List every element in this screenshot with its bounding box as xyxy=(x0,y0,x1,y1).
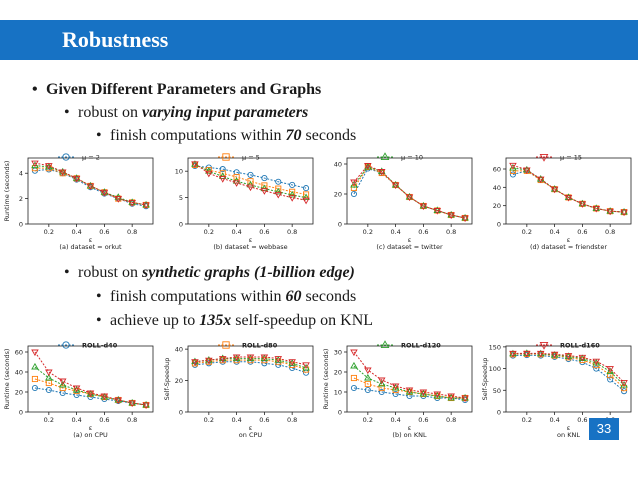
y-tick-label: 150 xyxy=(488,343,501,352)
bullet-sub-1 xyxy=(64,104,308,122)
chart-runtime-knl xyxy=(319,342,479,442)
legend-marker-icon xyxy=(381,153,388,159)
bullet-text: seconds xyxy=(301,288,357,305)
bullet-sub-4 xyxy=(96,288,356,306)
x-axis-label: ε xyxy=(248,424,253,432)
x-tick-label: 0.8 xyxy=(445,416,457,424)
legend-label: μ = 10 xyxy=(401,153,423,162)
x-tick-label: 0.2 xyxy=(43,228,55,236)
y-tick-label: 100 xyxy=(488,365,501,374)
legend-label: ROLL-d40 xyxy=(82,341,118,350)
bullet-emphasis: 60 xyxy=(285,288,302,305)
chart-caption: (c) dataset = twitter xyxy=(376,243,443,251)
series-line xyxy=(354,167,465,218)
chart-caption: (b) on KNL xyxy=(392,431,427,439)
chart-twitter xyxy=(319,154,479,254)
chart-friendster xyxy=(478,154,638,254)
x-tick-label: 0.6 xyxy=(259,228,270,236)
y-tick-label: 40 xyxy=(174,345,183,354)
legend-label: ROLL-d80 xyxy=(242,341,278,350)
chart-caption: (b) dataset = webbase xyxy=(213,243,288,251)
x-tick-label: 0.2 xyxy=(203,228,215,236)
y-axis-label: Runtime (seconds) xyxy=(3,160,11,222)
y-tick-label: 0 xyxy=(178,220,183,229)
bullet-sub-3 xyxy=(64,264,355,282)
legend-marker-icon xyxy=(540,342,547,348)
x-tick-label: 0.4 xyxy=(71,416,82,424)
bullet-emphasis: varying input parameters xyxy=(142,104,309,121)
bullet-emphasis: synthetic graphs (1-billion edge) xyxy=(142,264,355,281)
chart-webbase xyxy=(160,154,320,254)
chart-caption: on CPU xyxy=(238,431,263,439)
y-tick-label: 60 xyxy=(492,165,501,174)
x-tick-label: 0.2 xyxy=(521,416,533,424)
legend-marker-icon xyxy=(381,341,388,347)
legend-label: μ = 15 xyxy=(560,153,582,162)
series-line xyxy=(513,171,624,212)
x-tick-label: 0.6 xyxy=(418,416,429,424)
data-point xyxy=(351,363,357,368)
y-tick-label: 2 xyxy=(18,195,23,204)
y-tick-label: 0 xyxy=(18,408,23,417)
y-axis-label: Self-Speedup xyxy=(481,357,489,401)
bullet-emphasis: 70 xyxy=(285,127,302,144)
series-line xyxy=(513,171,624,212)
y-tick-label: 40 xyxy=(492,183,501,192)
y-tick-label: 20 xyxy=(333,190,342,199)
y-tick-label: 30 xyxy=(333,348,342,357)
x-tick-label: 0.4 xyxy=(549,228,560,236)
x-axis-label: ε xyxy=(407,236,412,244)
legend-label: μ = 2 xyxy=(82,153,100,162)
chart-caption: on KNL xyxy=(557,431,580,439)
chart-caption: (a) dataset = orkut xyxy=(59,243,122,251)
x-tick-label: 0.6 xyxy=(99,416,110,424)
data-point xyxy=(303,198,309,203)
y-axis-label: Self-Speedup xyxy=(163,357,171,401)
y-axis-label: Runtime (seconds) xyxy=(3,348,11,410)
y-tick-label: 20 xyxy=(174,377,183,386)
bullet-dot-icon: • xyxy=(64,104,70,121)
legend-label: ROLL-d120 xyxy=(401,341,441,350)
y-tick-label: 0 xyxy=(178,408,183,417)
x-tick-label: 0.2 xyxy=(521,228,533,236)
y-tick-label: 5 xyxy=(178,194,183,203)
y-tick-label: 4 xyxy=(18,169,23,178)
y-tick-label: 50 xyxy=(492,386,501,395)
x-axis-label: ε xyxy=(88,236,93,244)
x-axis-label: ε xyxy=(407,424,412,432)
chart-caption: (a) on CPU xyxy=(73,431,108,439)
y-axis-label: Runtime (seconds) xyxy=(322,348,330,410)
bullet-text: self-speedup on KNL xyxy=(231,312,374,329)
bullet-text: finish computations within xyxy=(110,288,286,305)
series-line xyxy=(35,166,146,205)
x-tick-label: 0.8 xyxy=(126,228,138,236)
bullet-sub-5 xyxy=(96,312,373,330)
y-tick-label: 0 xyxy=(337,408,342,417)
x-tick-label: 0.4 xyxy=(71,228,82,236)
y-tick-label: 10 xyxy=(333,388,342,397)
x-tick-label: 0.8 xyxy=(126,416,138,424)
bullet-dot-icon: • xyxy=(96,288,102,305)
bullet-sub-2 xyxy=(96,127,356,145)
series-line xyxy=(513,165,624,212)
bullet-main-1 xyxy=(32,81,321,99)
y-tick-label: 20 xyxy=(14,388,23,397)
x-tick-label: 0.6 xyxy=(259,416,270,424)
data-point xyxy=(32,364,38,369)
y-tick-label: 0 xyxy=(337,220,342,229)
bullet-emphasis: 135x xyxy=(199,312,232,329)
bullet-text: seconds xyxy=(301,127,357,144)
series-line xyxy=(513,168,624,212)
x-tick-label: 0.4 xyxy=(390,416,401,424)
data-point xyxy=(365,368,371,373)
bullet-text: Given Different Parameters and Graphs xyxy=(46,81,322,98)
x-tick-label: 0.4 xyxy=(231,228,242,236)
y-tick-label: 20 xyxy=(333,368,342,377)
bullet-dot-icon: • xyxy=(64,264,70,281)
x-tick-label: 0.8 xyxy=(445,228,457,236)
x-tick-label: 0.2 xyxy=(362,416,374,424)
x-axis-label: ε xyxy=(248,236,253,244)
y-tick-label: 10 xyxy=(174,167,183,176)
x-tick-label: 0.8 xyxy=(286,416,298,424)
slide-header xyxy=(0,20,638,60)
x-axis-label: ε xyxy=(566,424,571,432)
bullet-dot-icon: • xyxy=(96,312,102,329)
x-tick-label: 0.6 xyxy=(577,416,588,424)
data-point xyxy=(46,370,52,375)
chart-caption: (d) dataset = friendster xyxy=(529,243,608,251)
x-tick-label: 0.8 xyxy=(604,228,616,236)
slide-title: Robustness xyxy=(62,27,169,52)
y-tick-label: 0 xyxy=(18,220,23,229)
legend-label: μ = 5 xyxy=(242,153,260,162)
page-number-badge: 33 xyxy=(589,418,619,440)
x-tick-label: 0.8 xyxy=(286,228,298,236)
x-tick-label: 0.2 xyxy=(43,416,55,424)
bullet-text: robust on xyxy=(78,104,142,121)
bullet-dot-icon: • xyxy=(96,127,102,144)
y-tick-label: 40 xyxy=(14,368,23,377)
y-tick-label: 40 xyxy=(333,160,342,169)
x-tick-label: 0.2 xyxy=(362,228,374,236)
data-point xyxy=(220,177,226,182)
x-tick-label: 0.6 xyxy=(577,228,588,236)
x-tick-label: 0.6 xyxy=(418,228,429,236)
bullet-text: finish computations within xyxy=(110,127,286,144)
legend-label: ROLL-d160 xyxy=(560,341,600,350)
chart-orkut xyxy=(0,154,160,254)
x-tick-label: 0.2 xyxy=(203,416,215,424)
y-tick-label: 0 xyxy=(496,408,501,417)
y-tick-label: 20 xyxy=(492,202,501,211)
series-line xyxy=(354,167,465,218)
chart-runtime-cpu xyxy=(0,342,160,442)
data-point xyxy=(248,185,254,190)
x-tick-label: 0.4 xyxy=(549,416,560,424)
y-tick-label: 60 xyxy=(14,348,23,357)
series-line xyxy=(354,166,465,219)
bullet-dot-icon: • xyxy=(32,81,38,98)
y-tick-label: 0 xyxy=(496,220,501,229)
x-tick-label: 0.6 xyxy=(99,228,110,236)
chart-speedup-cpu xyxy=(160,342,320,442)
x-axis-label: ε xyxy=(88,424,93,432)
x-tick-label: 0.4 xyxy=(390,228,401,236)
bullet-text: robust on xyxy=(78,264,142,281)
x-axis-label: ε xyxy=(566,236,571,244)
x-tick-label: 0.4 xyxy=(231,416,242,424)
bullet-text: achieve up to xyxy=(110,312,200,329)
